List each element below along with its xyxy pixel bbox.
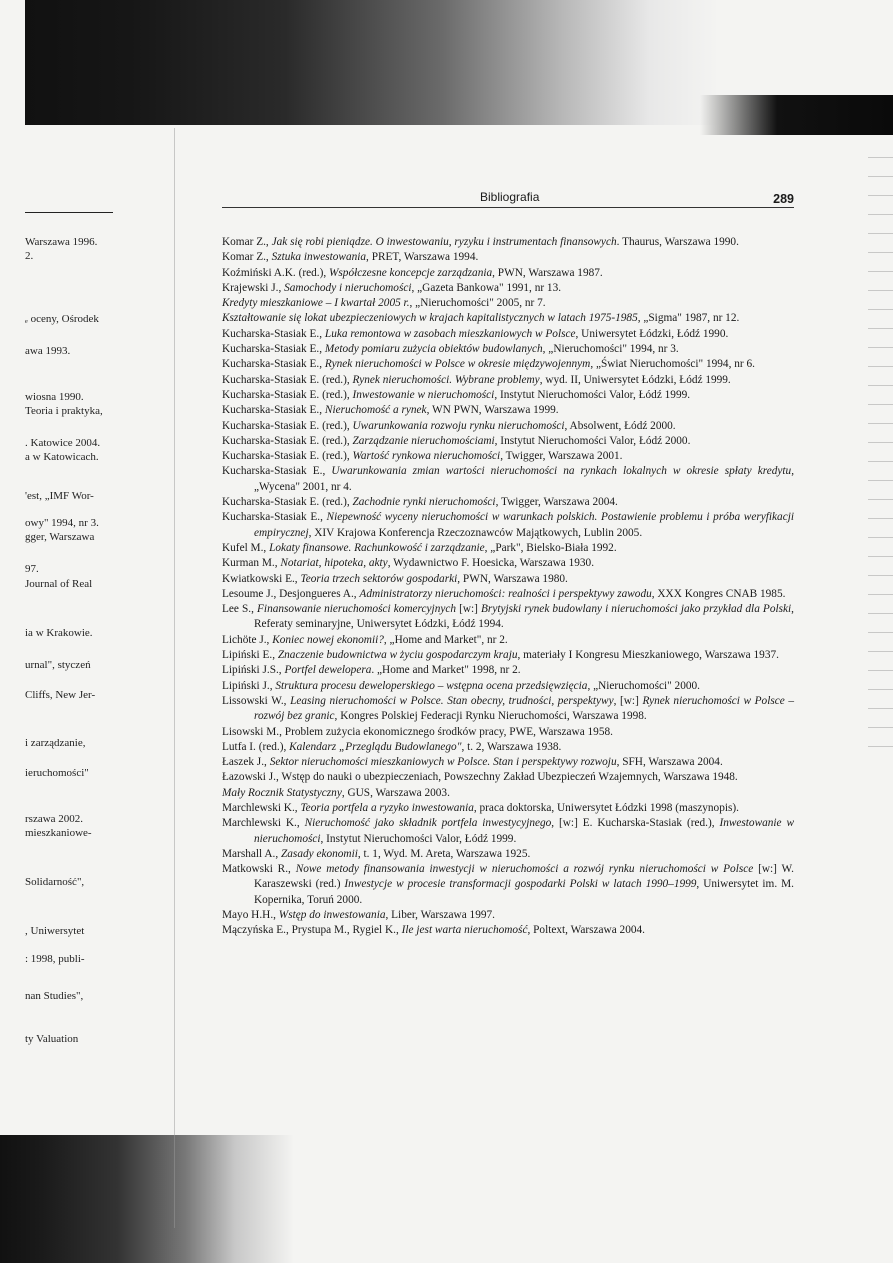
entry-publication: , t. 2, Warszawa 1938. <box>461 740 562 753</box>
entry-author: Kucharska-Stasiak E. (red.), <box>222 373 353 386</box>
entry-author: Kucharska-Stasiak E. (red.), <box>222 496 353 509</box>
entry-author: Kucharska-Stasiak E., <box>222 358 325 371</box>
entry-title: Kalendarz „Przeglądu Budowlanego" <box>289 740 462 753</box>
entry-title: Rynek nieruchomości w Polsce – rozwój bez granic <box>254 694 795 723</box>
entry-title: Kształtowanie się lokat ubezpieczeniowych w krajach kapitalistycznych w latach 1975-1985 <box>222 312 638 325</box>
entry-publication: Problem zużycia ekonomicznego środków pracy, PWE, Warszawa 1958. <box>284 725 613 738</box>
entry-publication: , Wydawnictwo F. Hoesicka, Warszawa 1930. <box>387 557 595 570</box>
entry-publication: , Instytut Nieruchomości Valor, Łódź 2000. <box>494 434 691 447</box>
entry-title: Leasing nieruchomości w Polsce. Stan obecny, trudności, perspektywy <box>290 694 614 707</box>
entry-publication: , „Świat Nieruchomości" 1994, nr 6. <box>590 358 755 371</box>
bibliography-entry <box>222 663 794 678</box>
bibliography-entry <box>222 755 794 770</box>
bibliography-entry <box>222 633 794 648</box>
entry-publication: , Absolwent, Łódź 2000. <box>564 419 676 432</box>
bibliography-entry <box>222 923 794 938</box>
entry-author: Mayo H.H., <box>222 909 279 922</box>
entry-author: Lichöte J., <box>222 633 273 646</box>
entry-publication: , t. 1, Wyd. M. Areta, Warszawa 1925. <box>357 847 531 860</box>
entry-publication: , „Sigma" 1987, nr 12. <box>637 312 740 325</box>
entry-publication: [w:] W. Karaszewski (red.) <box>254 863 795 891</box>
bibliography-entry <box>222 541 794 556</box>
entry-title: Teoria trzech sektorów gospodarki <box>300 572 458 585</box>
page-header <box>222 190 794 214</box>
entry-publication: , [w:] <box>613 694 643 707</box>
entry-title: Brytyjski rynek budowlany i nieruchomości jako przykład dla Polski <box>481 603 792 616</box>
left-fragment: nan Studies", <box>25 990 84 1002</box>
bibliography-entry <box>222 862 794 908</box>
entry-publication: , [w:] E. Kucharska-Stasiak (red.), <box>551 817 720 830</box>
entry-title: Niepewność wyceny nieruchomości w warunkach polskich. Postawienie problemu i próba weryfikacji empirycznej <box>254 511 794 539</box>
left-fragment: urnal", styczeń <box>25 659 91 671</box>
entry-publication: , PRET, Warszawa 1994. <box>366 251 479 264</box>
entry-publication: , „Wycena" 2001, nr 4. <box>254 465 795 493</box>
entry-publication: , materiały I Kongresu Mieszkaniowego, Warszawa 1937. <box>517 649 779 662</box>
bibliography-entry <box>222 464 794 495</box>
entry-publication: , „Home and Market", nr 2. <box>383 633 508 646</box>
bibliography-entry <box>222 357 794 372</box>
left-fragment: rszawa 2002. <box>25 813 84 825</box>
entry-author: Kucharska-Stasiak E., <box>222 465 332 478</box>
entry-publication: , Twigger, Warszawa 2001. <box>500 450 623 463</box>
bibliography-entry <box>222 740 794 755</box>
entry-publication: . „Home and Market" 1998, nr 2. <box>371 664 521 677</box>
entry-publication: , „Nieruchomości" 2000. <box>587 679 700 692</box>
entry-publication: , PWN, Warszawa 1987. <box>492 266 603 279</box>
entry-publication: , GUS, Warszawa 2003. <box>341 786 450 799</box>
entry-author: Matkowski R., <box>222 863 296 876</box>
entry-title: Sztuka inwestowania <box>271 251 367 264</box>
entry-publication: , PWN, Warszawa 1980. <box>457 572 568 585</box>
entry-author: Lisowski M., <box>222 725 285 738</box>
entry-author: Kurman M., <box>222 557 281 570</box>
entry-author: Krajewski J., <box>222 281 285 294</box>
entry-author: Kucharska-Stasiak E. (red.), <box>222 434 353 447</box>
entry-title: Samochody i nieruchomości <box>284 281 412 294</box>
bibliography-entry <box>222 770 794 785</box>
entry-author: Koźmiński A.K. (red.), <box>222 266 329 279</box>
entry-publication: , „Nieruchomości" 2005, nr 7. <box>409 297 546 310</box>
entry-title: Finansowanie nieruchomości komercyjnych <box>257 603 457 616</box>
left-fragment: mieszkaniowe- <box>25 827 92 839</box>
entry-title: Metody pomiaru zużycia obiektów budowlanych <box>324 343 543 356</box>
entry-author: Kucharska-Stasiak E. (red.), <box>222 419 353 432</box>
bibliography-entry <box>222 908 794 923</box>
entry-publication: , „Gazeta Bankowa" 1991, nr 13. <box>411 281 562 294</box>
entry-publication: , Poltext, Warszawa 2004. <box>527 924 645 937</box>
entry-author: Kucharska-Stasiak E. (red.), <box>222 388 353 401</box>
bibliography-entry <box>222 434 794 449</box>
entry-publication: , praca doktorska, Uniwersytet Łódzki 1998 (maszynopis). <box>473 801 739 814</box>
entry-author: Lipiński J.S., <box>222 664 285 677</box>
entry-author: Lissowski W., <box>222 694 291 707</box>
entry-title: Zarządzanie nieruchomościami <box>352 434 495 447</box>
bibliography-entry <box>222 801 794 816</box>
entry-title: Inwestowanie w nieruchomości <box>254 817 794 845</box>
bibliography-entry <box>222 556 794 571</box>
previous-page-fragments <box>0 0 170 1263</box>
entry-title: Wstęp do inwestowania <box>278 909 386 922</box>
entry-title: Nieruchomość a rynek <box>324 404 427 417</box>
entry-author: Kucharska-Stasiak E., <box>222 511 327 524</box>
left-fragment: 97. <box>25 563 39 575</box>
entry-title: Administratorzy nieruchomości: realności i perspektywy zawodu <box>359 587 652 600</box>
entry-author: Kufel M., <box>222 541 270 554</box>
bibliography-entry <box>222 602 794 633</box>
entry-title: Lokaty finansowe. Rachunkowość i zarządzanie <box>269 541 485 554</box>
entry-title: Rynek nieruchomości w Polsce w okresie międzywojennym <box>324 358 591 371</box>
left-fragment: Solidarność", <box>25 876 85 888</box>
entry-author: Marshall A., <box>222 847 281 860</box>
entry-title: Struktura procesu deweloperskiego – wstępna ocena przedsięwzięcia <box>275 679 588 692</box>
entry-author: Mączyńska E., Prystupa M., Rygiel K., <box>222 924 402 937</box>
bibliography-entry <box>222 296 794 311</box>
entry-publication: , Instytut Nieruchomości Valor, Łódź 1999. <box>494 388 691 401</box>
entry-title: Wartość rynkowa nieruchomości <box>352 450 501 463</box>
entry-author: Kucharska-Stasiak E. (red.), <box>222 450 353 463</box>
entry-author: Komar Z., <box>222 251 272 264</box>
entry-publication: , „Park", Bielsko-Biała 1992. <box>484 541 617 554</box>
bibliography-entry <box>222 266 794 281</box>
entry-author: Lipiński E., <box>222 649 278 662</box>
entry-author: Kucharska-Stasiak E., <box>222 404 325 417</box>
entry-title: Jak się robi pieniądze. O inwestowaniu, ryzyku i instrumentach finansowych <box>271 236 617 248</box>
entry-author: Kucharska-Stasiak E., <box>222 343 325 356</box>
bibliography-entry <box>222 342 794 357</box>
left-fragment: gger, Warszawa <box>25 531 95 543</box>
entry-publication: , Referaty seminaryjne, Uniwersytet Łódzki, Łódź 1994. <box>254 603 794 631</box>
left-fragment: Cliffs, New Jer- <box>25 689 96 701</box>
left-fragment: ieruchomości" <box>25 767 89 779</box>
left-fragment: a w Katowicach. <box>25 451 99 463</box>
left-fragment: Warszawa 1996. <box>25 236 98 248</box>
bibliography-entry <box>222 235 794 250</box>
entry-title: Inwestowanie w nieruchomości <box>352 388 495 401</box>
entry-author: Kucharska-Stasiak E., <box>222 327 325 340</box>
entry-author: Lee S., <box>222 603 258 616</box>
entry-publication: Wstęp do nauki o ubezpieczeniach, Powszechny Zakład Ubezpieczeń Wzajemnych, Warszawa 1948. <box>281 771 738 784</box>
entry-publication: , wyd. II, Uniwersytet Łódzki, Łódź 1999. <box>539 373 731 386</box>
bibliography-entry <box>222 510 794 541</box>
left-fragment: awa 1993. <box>25 345 71 357</box>
bibliography-entry <box>222 449 794 464</box>
entry-title: Kredyty mieszkaniowe – I kwartał 2005 r. <box>222 297 410 310</box>
bibliography-entry <box>222 373 794 388</box>
bibliography-entry <box>222 587 794 602</box>
left-fragment: : 1998, publi- <box>25 953 85 965</box>
left-fragment: , Uniwersytet <box>25 925 85 937</box>
entry-publication: , Instytut Nieruchomości Valor, Łódź 1999. <box>320 832 517 845</box>
entry-publication: , Uniwersytet im. M. Kopernika, Toruń 2000. <box>254 878 794 906</box>
bibliography-entry <box>222 495 794 510</box>
bibliography-list <box>222 235 794 939</box>
bibliography-entry <box>222 847 794 862</box>
entry-publication: . Thaurus, Warszawa 1990. <box>616 236 739 248</box>
left-fragment: wiosna 1990. <box>25 391 84 403</box>
entry-title: Uwarunkowania zmian wartości nieruchomości na rynkach lokalnych w okresie spłaty kredytu <box>331 465 792 478</box>
entry-title: Znaczenie budownictwa w życiu gospodarczym kraju <box>277 649 518 662</box>
left-fragment: Teoria i praktyka, <box>25 405 103 417</box>
right-edge-marks <box>868 150 893 750</box>
section-title: Bibliografia <box>480 190 540 204</box>
entry-title: Koniec nowej ekonomii? <box>272 633 384 646</box>
entry-title: Portfel dewelopera <box>284 664 372 677</box>
entry-publication: , SFH, Warszawa 2004. <box>616 756 723 769</box>
page-fold <box>174 128 175 1228</box>
header-rule <box>222 207 794 208</box>
left-fragment: Journal of Real <box>25 578 93 590</box>
left-fragment: owy" 1994, nr 3. <box>25 517 99 529</box>
bibliography-entry <box>222 786 794 801</box>
entry-publication: , „Nieruchomości" 1994, nr 3. <box>542 343 679 356</box>
left-fragment: 'est, „IMF Wor- <box>25 490 94 502</box>
bibliography-entry <box>222 648 794 663</box>
entry-publication: , Kongres Polskiej Federacji Rynku Nieruchomości, Warszawa 1998. <box>334 710 647 723</box>
page-number: 289 <box>773 192 794 206</box>
entry-publication: , XIV Krajowa Konferencja Rzeczoznawców Majątkowych, Lublin 2005. <box>308 526 643 539</box>
entry-title: Zachodnie rynki nieruchomości <box>352 496 496 509</box>
entry-title: Rynek nieruchomości. Wybrane problemy <box>352 373 540 386</box>
entry-author: Łaszek J., <box>222 756 270 769</box>
entry-publication: , WN PWN, Warszawa 1999. <box>426 404 559 417</box>
entry-publication: , XXX Kongres CNAB 1985. <box>651 587 786 600</box>
entry-title: Notariat, hipoteka, akty <box>280 557 388 570</box>
entry-title: Współczesne koncepcje zarządzania <box>329 266 493 279</box>
left-fragment: . Katowice 2004. <box>25 437 101 449</box>
bibliography-entry <box>222 572 794 587</box>
entry-title: Uwarunkowania rozwoju rynku nieruchomości <box>352 419 565 432</box>
bibliography-entry <box>222 281 794 296</box>
entry-title: Mały Rocznik Statystyczny <box>222 786 342 799</box>
bibliography-entry <box>222 388 794 403</box>
bibliography-entry <box>222 327 794 342</box>
entry-author: Lesoume J., Desjongueres A., <box>222 587 360 600</box>
bibliography-entry <box>222 816 794 847</box>
bibliography-entry <box>222 250 794 265</box>
bibliography-entry <box>222 725 794 740</box>
entry-title: Luka remontowa w zasobach mieszkaniowych w Polsce <box>324 327 576 340</box>
entry-publication: , Liber, Warszawa 1997. <box>385 909 495 922</box>
entry-publication: , Uniwersytet Łódzki, Łódź 1990. <box>575 327 729 340</box>
entry-author: Kwiatkowski E., <box>222 572 301 585</box>
bibliography-entry <box>222 419 794 434</box>
entry-title: Nieruchomość jako składnik portfela inwestycyjnego <box>304 817 552 830</box>
left-fragment: ia w Krakowie. <box>25 627 93 639</box>
left-fragment: ₑ oceny, Ośrodek <box>25 313 99 325</box>
entry-title: Zasady ekonomii <box>281 847 358 860</box>
bibliography-entry <box>222 311 794 326</box>
entry-title: Sektor nieruchomości mieszkaniowych w Polsce. Stan i perspektywy rozwoju <box>269 756 617 769</box>
entry-author: Lipiński J., <box>222 679 276 692</box>
bibliography-entry <box>222 694 794 725</box>
entry-title: Ile jest warta nieruchomość <box>401 924 528 937</box>
entry-author: Marchlewski K., <box>222 801 301 814</box>
entry-title: Teoria portfela a ryzyko inwestowania <box>300 801 474 814</box>
entry-publication: , Twigger, Warszawa 2004. <box>495 496 618 509</box>
entry-author: Komar Z., <box>222 236 272 248</box>
entry-title: Inwestycje w procesie transformacji gospodarki Polski w latach 1990–1999 <box>344 878 697 891</box>
left-fragment: 2. <box>25 250 34 262</box>
entry-publication: [w:] <box>456 603 482 616</box>
entry-author: Lutfa I. (red.), <box>222 740 290 753</box>
left-header-rule <box>25 212 113 213</box>
bibliography-entry <box>222 679 794 694</box>
entry-author: Łazowski J., <box>222 771 282 784</box>
left-fragment: i zarządzanie, <box>25 737 86 749</box>
entry-author: Marchlewski K., <box>222 817 305 830</box>
entry-title: Nowe metody finansowania inwestycji w nieruchomości a rozwój rynku nieruchomości w Polsce <box>295 863 754 876</box>
left-fragment: ty Valuation <box>25 1033 79 1045</box>
bibliography-entry <box>222 403 794 418</box>
